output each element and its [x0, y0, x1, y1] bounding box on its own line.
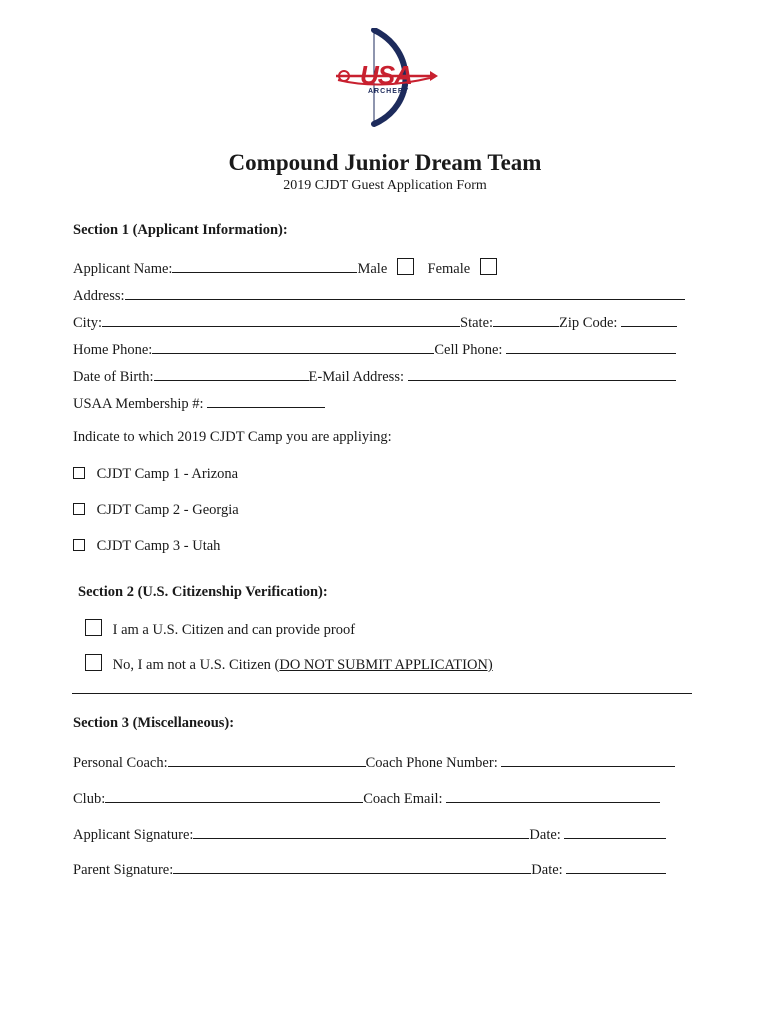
parent-signature-field[interactable]	[173, 858, 531, 874]
male-label: Male	[357, 261, 388, 277]
parent-date-field[interactable]	[566, 858, 666, 874]
applicant-signature-field[interactable]	[193, 823, 529, 839]
section3-heading: Section 3 (Miscellaneous):	[73, 715, 235, 731]
female-checkbox[interactable]	[480, 258, 497, 275]
male-checkbox[interactable]	[397, 258, 414, 275]
email-label: E-Mail Address:	[308, 369, 404, 385]
section2-heading: Section 2 (U.S. Citizenship Verification):	[78, 584, 328, 600]
membership-label: USAA Membership #:	[73, 396, 204, 412]
home-phone-field[interactable]	[152, 338, 434, 354]
citizen-yes-label: I am a U.S. Citizen and can provide proof	[112, 622, 356, 638]
dob-row	[73, 365, 676, 385]
section1-heading: Section 1 (Applicant Information):	[73, 222, 288, 238]
parent-signature-label: Parent Signature:	[73, 862, 174, 878]
address-label: Address:	[73, 288, 125, 304]
cell-phone-field[interactable]	[506, 338, 676, 354]
usa-archery-logo	[330, 28, 440, 128]
membership-field[interactable]	[207, 392, 325, 408]
page-title: Compound Junior Dream Team	[228, 150, 542, 175]
applicant-signature-row	[73, 823, 666, 843]
logo-sub-text: ARCHERY	[368, 88, 410, 95]
coach-row	[73, 751, 675, 771]
camp-3-label: CJDT Camp 3 - Utah	[96, 538, 221, 554]
address-field[interactable]	[125, 284, 685, 300]
camp-3-checkbox[interactable]	[73, 539, 85, 551]
do-not-submit-note: DO NOT SUBMIT APPLICATION)	[279, 657, 493, 673]
city-row	[73, 311, 677, 331]
citizen-no-checkbox[interactable]	[85, 654, 102, 671]
coach-phone-field[interactable]	[501, 751, 675, 767]
female-label: Female	[427, 261, 471, 277]
page-subtitle: 2019 CJDT Guest Application Form	[283, 178, 487, 193]
camp-option-2[interactable]	[73, 500, 239, 520]
coach-phone-label: Coach Phone Number:	[365, 755, 498, 771]
address-row	[73, 284, 685, 304]
phone-row	[73, 338, 676, 358]
club-label: Club:	[73, 791, 106, 807]
applicant-name-field[interactable]	[172, 257, 357, 273]
dob-field[interactable]	[154, 365, 309, 381]
city-label: City:	[73, 315, 103, 331]
coach-email-label: Coach Email:	[363, 791, 443, 807]
applicant-name-label: Applicant Name:	[73, 261, 173, 277]
section-divider	[72, 693, 692, 694]
camp-1-label: CJDT Camp 1 - Arizona	[96, 466, 239, 482]
membership-row	[73, 392, 325, 412]
zip-field[interactable]	[621, 311, 677, 327]
dob-label: Date of Birth:	[73, 369, 154, 385]
state-field[interactable]	[493, 311, 559, 327]
logo-brand-text: USA	[360, 60, 412, 90]
coach-label: Personal Coach:	[73, 755, 168, 771]
camp-prompt: Indicate to which 2019 CJDT Camp you are appliying:	[73, 429, 392, 445]
applicant-signature-label: Applicant Signature:	[73, 827, 194, 843]
citizen-yes-row[interactable]	[85, 619, 355, 639]
city-field[interactable]	[102, 311, 460, 327]
zip-label: Zip Code:	[559, 315, 618, 331]
club-row	[73, 787, 660, 807]
applicant-date-field[interactable]	[564, 823, 666, 839]
camp-option-3[interactable]	[73, 536, 220, 556]
parent-date-label: Date:	[531, 862, 563, 878]
camp-2-checkbox[interactable]	[73, 503, 85, 515]
camp-option-1[interactable]	[73, 464, 238, 484]
citizen-no-row[interactable]	[85, 654, 493, 674]
camp-1-checkbox[interactable]	[73, 467, 85, 479]
cell-phone-label: Cell Phone:	[434, 342, 503, 358]
coach-email-field[interactable]	[446, 787, 660, 803]
home-phone-label: Home Phone:	[73, 342, 153, 358]
state-label: State:	[460, 315, 494, 331]
parent-signature-row	[73, 858, 666, 878]
coach-field[interactable]	[168, 751, 366, 767]
applicant-name-row	[73, 257, 497, 277]
email-field[interactable]	[408, 365, 676, 381]
applicant-date-label: Date:	[529, 827, 561, 843]
camp-2-label: CJDT Camp 2 - Georgia	[96, 502, 239, 518]
citizen-yes-checkbox[interactable]	[85, 619, 102, 636]
club-field[interactable]	[105, 787, 363, 803]
citizen-no-label: No, I am not a U.S. Citizen (	[112, 657, 280, 673]
